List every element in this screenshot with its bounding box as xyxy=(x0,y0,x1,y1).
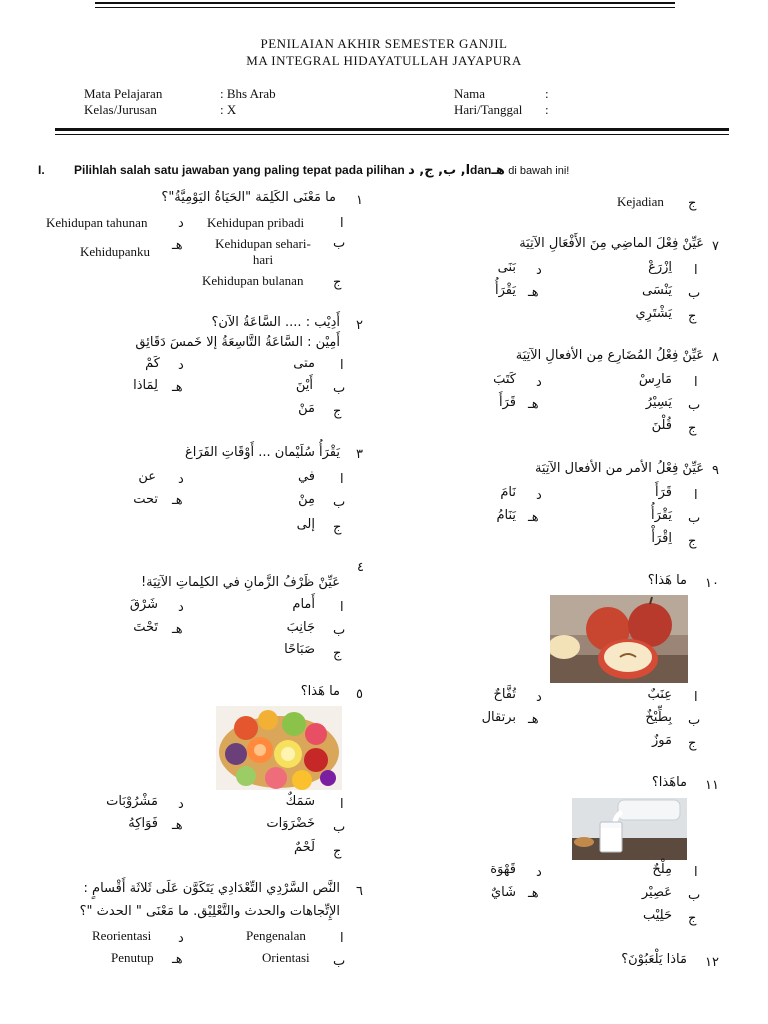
q2-line2: أَمِيْن : السَّاعَةُ التَّاسِعَةُ إلا خَمسَ دَقَائِق xyxy=(135,335,340,350)
q7-letter-b: ب xyxy=(688,286,701,301)
q5-number: ٥ xyxy=(356,687,363,702)
q3-letter-d: د xyxy=(178,472,184,487)
q9-option-a[interactable]: قَرَأَ xyxy=(655,485,672,500)
q3-letter-c: ج xyxy=(333,520,342,535)
q3-letter-b: ب xyxy=(333,495,346,510)
q7-letter-e: هـ xyxy=(528,285,539,300)
q4-option-d[interactable]: شَرْقَ xyxy=(129,597,158,612)
q10-letter-e: هـ xyxy=(528,712,539,727)
q5-letter-d: د xyxy=(178,797,184,812)
q3-option-c[interactable]: إلى xyxy=(296,517,315,532)
field-value-subject: : Bhs Arab xyxy=(220,86,276,101)
q1-option-e[interactable]: Kehidupanku xyxy=(80,244,151,259)
q1-option-b[interactable]: Kehidupan sehari- hari xyxy=(215,236,311,267)
q9-option-d[interactable]: نَامَ xyxy=(500,485,516,500)
q5-letter-e: هـ xyxy=(172,818,183,833)
q6-letter-e: هـ xyxy=(172,952,183,967)
q8-question: عَيِّنْ فِعْلُ المُضَارِع مِن الأفعالِ الآتِيَة xyxy=(515,348,704,363)
q9-letter-c: ج xyxy=(688,534,697,549)
q9-letter-b: ب xyxy=(688,511,701,526)
q2-option-e[interactable]: لِمَاذا xyxy=(133,378,158,393)
q10-number: ١٠ xyxy=(705,576,719,591)
q1-question: ما مَعْنَى الكَلِمَة "الحَيَاةُ اليَوْمِيَّةُ"؟ xyxy=(161,190,336,205)
school-name: MA INTEGRAL HIDAYATULLAH JAYAPURA xyxy=(246,53,522,68)
q11-number: ١١ xyxy=(705,778,719,793)
q6-line2: الإِتِّجاهات والحدث والتَّعْلِيْق. ما مَعْنَى " الحدث "؟ xyxy=(79,904,340,919)
q2-letter-c: ج xyxy=(333,404,342,419)
q3-option-e[interactable]: تحت xyxy=(133,492,158,507)
q7-question: عَيِّنْ فِعْلَ الماضِي مِنَ الأَفْعَالِ الآتِيَة xyxy=(519,236,704,251)
q1-letter-d: د xyxy=(178,216,184,231)
q4-letter-b: ب xyxy=(333,623,346,638)
q5-option-c[interactable]: لَحْمٌ xyxy=(293,840,315,855)
q4-letter-a: ا xyxy=(340,600,344,615)
q8-option-d[interactable]: كَتَبَ xyxy=(493,372,516,387)
top-rule xyxy=(95,2,675,4)
q10-letter-d: د xyxy=(536,690,542,705)
field-value-date[interactable]: : xyxy=(545,102,549,117)
section-number: I. xyxy=(38,163,45,177)
q7-option-e[interactable]: يَقْرَأُ xyxy=(495,283,516,298)
q2-letter-b: ب xyxy=(333,381,346,396)
q8-option-e[interactable]: قَرَأَ xyxy=(499,395,516,410)
instruction-text: Pilihlah salah satu jawaban yang paling tepat pada pilihan ا, ب, ج, دdanهـ di bawah ini! xyxy=(74,163,570,178)
q8-number: ٨ xyxy=(712,350,719,365)
q10-option-e[interactable]: برتقال xyxy=(481,710,516,725)
q9-letter-a: ا xyxy=(694,488,698,503)
q9-option-c[interactable]: اِقْرَأْ xyxy=(651,531,672,546)
field-value-class: : X xyxy=(220,102,237,117)
q8-letter-d: د xyxy=(536,375,542,390)
field-label-class: Kelas/Jurusan xyxy=(84,102,157,117)
q9-letter-e: هـ xyxy=(528,510,539,525)
q1-letter-b: ب xyxy=(333,236,346,251)
q1-option-d[interactable]: Kehidupan tahunan xyxy=(46,215,148,230)
q9-question: عَيِّنْ فِعْلُ الأمر من الأفعال الآتِيَة xyxy=(534,461,704,476)
header-rule-2 xyxy=(55,134,729,135)
q3-option-b[interactable]: مِنْ xyxy=(298,492,315,507)
q11-letter-e: هـ xyxy=(528,886,539,901)
q11-question: ماهَذا؟ xyxy=(651,775,687,790)
q9-option-b[interactable]: يَقْرَأُ xyxy=(651,508,672,523)
q8-letter-b: ب xyxy=(688,398,701,413)
fruit-platter-image xyxy=(216,706,342,790)
q7-letter-a: ا xyxy=(694,263,698,278)
q4-option-e[interactable]: تَحْتَ xyxy=(133,620,158,635)
q6-letter-b: ب xyxy=(333,954,346,969)
q6-line1: النَّص السَّرْدِي التِّعْدَادِي يَتَكَوَّن عَلَى ثَلاثَة أَقْسامٍ : xyxy=(83,881,340,896)
q5-question: ما هَذا؟ xyxy=(300,684,340,699)
q7-option-a[interactable]: اِزْرَعْ xyxy=(648,260,672,275)
q4-number: ٤ xyxy=(357,560,364,575)
q1-letter-e: هـ xyxy=(172,238,183,253)
field-label-name: Nama xyxy=(454,86,486,101)
q10-option-c[interactable]: مَوزٌ xyxy=(652,733,672,748)
q2-letter-e: هـ xyxy=(172,380,183,395)
q5-letter-b: ب xyxy=(333,820,346,835)
q6-letter-d: د xyxy=(178,931,184,946)
q10-letter-a: ا xyxy=(694,690,698,705)
q9-number: ٩ xyxy=(712,463,719,478)
q6-letter-a: ا xyxy=(340,931,344,946)
q8-option-a[interactable]: مَارِسْ xyxy=(638,372,672,387)
q7-letter-d: د xyxy=(536,263,542,278)
q3-option-a[interactable]: في xyxy=(297,469,315,484)
q7-option-c[interactable]: يَشْتَرِي xyxy=(635,306,672,321)
q7-number: ٧ xyxy=(712,239,719,254)
q12-number: ١٢ xyxy=(705,955,719,970)
q8-option-c[interactable]: قُلْنَ xyxy=(651,418,672,433)
q10-option-a[interactable]: عِنَبٌ xyxy=(647,687,672,702)
q11-letter-a: ا xyxy=(694,865,698,880)
q2-option-d[interactable]: كَمْ xyxy=(145,356,160,371)
q3-number: ٣ xyxy=(356,447,363,462)
q5-option-b[interactable]: خَضْرَوَات xyxy=(266,816,315,831)
q12-question: مَاذا يَلْعَبُوْنَ؟ xyxy=(621,952,687,967)
q4-option-a[interactable]: أَمام xyxy=(292,597,315,612)
q2-letter-d: د xyxy=(178,358,184,373)
header-rule xyxy=(55,128,729,131)
q3-option-d[interactable]: عن xyxy=(138,469,156,484)
q4-question: عَيِّنْ ظَرْفُ الزَّمانِ في الكلِماتِ الآتِيَة! xyxy=(140,575,340,590)
q2-number: ٢ xyxy=(356,318,363,333)
q11-option-b[interactable]: عَصِيْر xyxy=(641,885,672,900)
q6-option-e[interactable]: Penutup xyxy=(111,950,154,965)
q1-letter-a: ا xyxy=(340,216,344,231)
q6-option-c[interactable]: Kejadian xyxy=(617,194,664,209)
q5-letter-c: ج xyxy=(333,844,342,859)
q5-option-a[interactable]: سَمَكٌ xyxy=(285,794,315,809)
q11-option-a[interactable]: مِلْحٌ xyxy=(652,862,672,877)
q6-option-a[interactable]: Pengenalan xyxy=(246,928,306,943)
q1-letter-c: ج xyxy=(333,275,342,290)
milk-image xyxy=(572,798,687,860)
q8-letter-e: هـ xyxy=(528,397,539,412)
q11-option-e[interactable]: شَايٌ xyxy=(490,885,516,900)
q6-number: ٦ xyxy=(356,884,363,899)
q7-option-b[interactable]: يَنْسَى xyxy=(642,283,672,298)
q5-option-d[interactable]: مَشْرُوْبَات xyxy=(106,794,158,809)
q7-option-d[interactable]: بَنَى xyxy=(497,260,516,275)
q4-letter-e: هـ xyxy=(172,622,183,637)
q10-option-b[interactable]: بِطِّيْخٌ xyxy=(645,710,672,725)
q2-option-b[interactable]: أَيْنَ xyxy=(295,378,313,393)
q6-letter-c: ج xyxy=(688,196,697,211)
q2-option-c[interactable]: مَنْ xyxy=(298,401,315,416)
q9-letter-d: د xyxy=(536,488,542,503)
q11-option-d[interactable]: قَهْوَة xyxy=(490,862,516,877)
q11-option-c[interactable]: حَلِيْب xyxy=(642,908,672,923)
q3-letter-a: ا xyxy=(340,472,344,487)
q6-option-d[interactable]: Reorientasi xyxy=(92,928,152,943)
q2-letter-a: ا xyxy=(340,358,344,373)
q3-question: يَقْرَأُ سُلَيْمان ... أَوْقَاتِ الفَرَاغ xyxy=(184,445,340,460)
q10-option-d[interactable]: تُفَّاحٌ xyxy=(493,687,516,702)
q1-option-a[interactable]: Kehidupan pribadi xyxy=(207,215,305,230)
field-label-date: Hari/Tanggal xyxy=(454,102,523,117)
q9-option-e[interactable]: يَنَامُ xyxy=(496,508,516,523)
q8-letter-a: ا xyxy=(694,375,698,390)
field-value-name[interactable]: : xyxy=(545,86,549,101)
q10-letter-b: ب xyxy=(688,713,701,728)
q6-option-b[interactable]: Orientasi xyxy=(262,950,310,965)
q5-option-e[interactable]: فَوَاكِهُ xyxy=(128,816,158,831)
top-rule-2 xyxy=(95,7,675,8)
q2-option-a[interactable]: متى xyxy=(293,356,315,371)
q4-letter-d: د xyxy=(178,600,184,615)
field-label-subject: Mata Pelajaran xyxy=(84,86,163,101)
q10-letter-c: ج xyxy=(688,736,697,751)
q4-option-b[interactable]: جَانِبَ xyxy=(286,620,315,635)
apples-image xyxy=(550,595,688,683)
q4-option-c[interactable]: صَبَاحًا xyxy=(284,642,315,657)
q11-letter-b: ب xyxy=(688,888,701,903)
q7-letter-c: ج xyxy=(688,309,697,324)
exam-title: PENILAIAN AKHIR SEMESTER GANJIL xyxy=(260,36,508,51)
q4-letter-c: ج xyxy=(333,646,342,661)
q8-letter-c: ج xyxy=(688,421,697,436)
q10-question: ما هَذا؟ xyxy=(647,573,687,588)
q1-option-c[interactable]: Kehidupan bulanan xyxy=(202,273,304,288)
q2-line1: أَدِيْب : .... السَّاعَةُ الآن؟ xyxy=(211,315,340,330)
q1-number: ١ xyxy=(356,193,363,208)
q3-letter-e: هـ xyxy=(172,493,183,508)
q5-letter-a: ا xyxy=(340,797,344,812)
q11-letter-c: ج xyxy=(688,911,697,926)
q11-letter-d: د xyxy=(536,865,542,880)
q8-option-b[interactable]: يَسِيْرُ xyxy=(645,395,672,410)
